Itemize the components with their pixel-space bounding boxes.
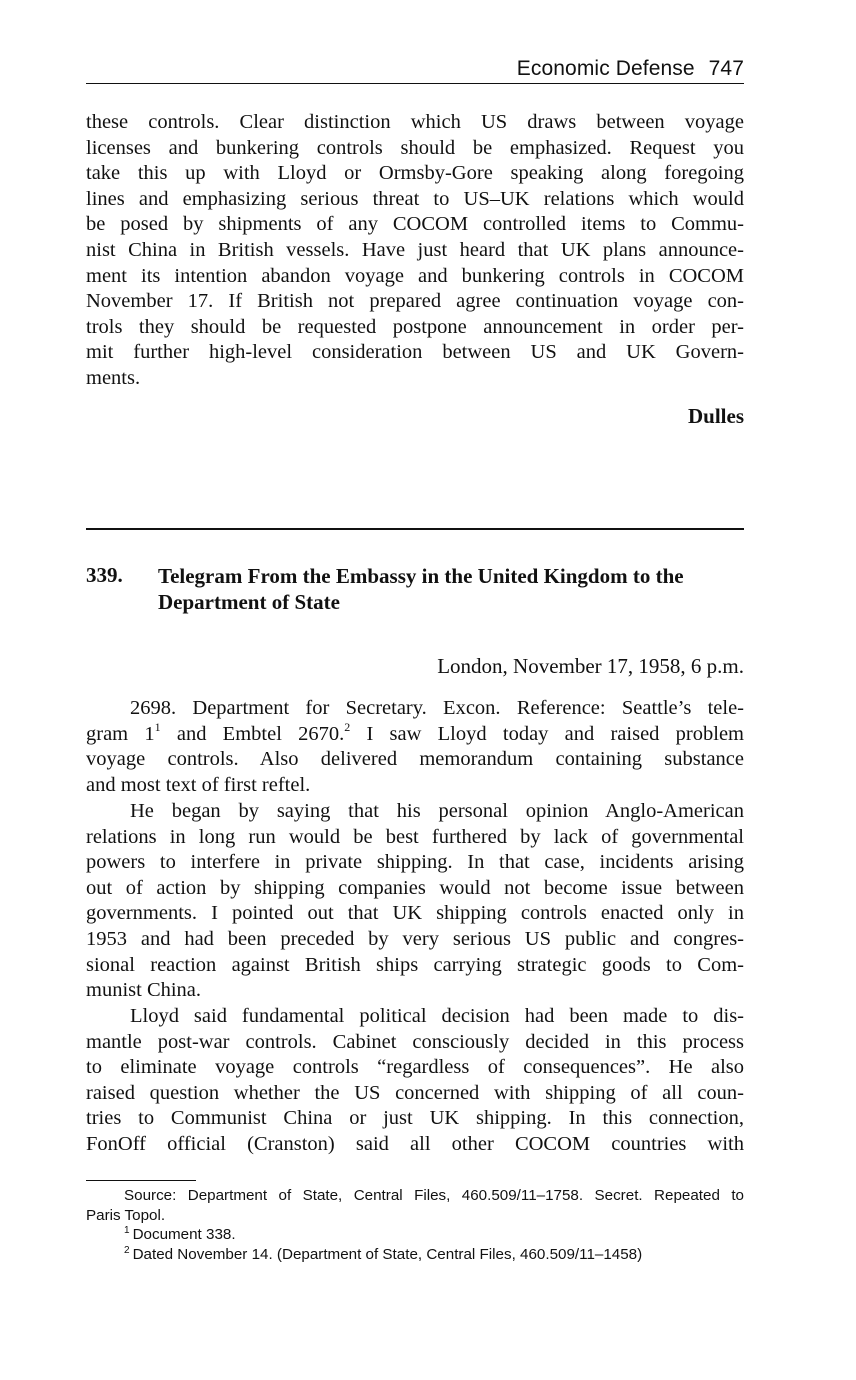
text-run: gram 1 xyxy=(86,722,155,745)
document-title xyxy=(158,563,748,615)
text-line: out of action by shipping companies would not become issue between xyxy=(86,876,744,899)
page-number: 747 xyxy=(708,57,744,80)
document-title-line: Telegram From the Embassy in the United Kingdom to the xyxy=(158,564,684,588)
footnote-source: Source: Department of State, Central Files, 460.509/11–1758. Secret. Repeated to xyxy=(124,1187,744,1204)
text-line: tries to Communist China or just UK shipping. In this connection, xyxy=(86,1107,744,1130)
text-line: He began by saying that his personal opinion Anglo-American xyxy=(130,800,744,822)
text-line: raised question whether the US concerned with shipping of all coun- xyxy=(86,1081,744,1104)
running-title: Economic Defense xyxy=(516,57,695,80)
paragraph-1 xyxy=(86,696,744,798)
footnote-divider xyxy=(86,1180,196,1181)
footnote-ref-2: 2 xyxy=(344,719,351,734)
text-line: licenses and bunkering controls should be emphasized. Request you xyxy=(86,136,744,159)
text-line: to eliminate voyage controls “regardless of consequences”. He also xyxy=(86,1056,744,1079)
text-line xyxy=(86,719,744,748)
text-line: 2698. Department for Secretary. Excon. Reference: Seattle’s tele- xyxy=(130,697,744,719)
running-header xyxy=(86,56,744,84)
dateline: London, November 17, 1958, 6 p.m. xyxy=(437,654,744,678)
text-line: ment its intention abandon voyage and bunkering controls in COCOM xyxy=(86,264,744,287)
header-text xyxy=(517,56,744,82)
text-line: sional reaction against British ships carrying strategic goods to Com- xyxy=(86,953,744,976)
text-line: be posed by shipments of any COCOM controlled items to Commu- xyxy=(86,213,744,236)
text-line: take this up with Lloyd or Ormsby-Gore speaking along foregoing xyxy=(86,162,744,185)
text-line: nist China in British vessels. Have just heard that UK plans announce- xyxy=(86,238,744,261)
footnote-ref-1: 1 xyxy=(154,719,161,734)
text-line: FonOff official (Cranston) said all other COCOM countries with xyxy=(86,1132,744,1155)
text-line: trols they should be requested postpone announcement in order per- xyxy=(86,315,744,338)
text-line: and most text of first reftel. xyxy=(86,773,311,796)
paragraph-3 xyxy=(86,1004,744,1158)
footnote-text: Dated November 14. (Department of State, Central Files, 460.509/11–1458) xyxy=(132,1245,643,1263)
section-divider xyxy=(86,528,744,530)
footnote-text: Document 338. xyxy=(132,1226,236,1244)
footnote-mark: 1 xyxy=(124,1225,130,1237)
continuation-paragraph xyxy=(86,110,744,392)
text-line: governments. I pointed out that UK shipping controls enacted only in xyxy=(86,902,744,925)
text-line: mantle post-war controls. Cabinet consciously decided in this process xyxy=(86,1030,744,1053)
text-line: relations in long run would be best furthered by lack of governmental xyxy=(86,825,744,848)
footnotes xyxy=(86,1186,744,1264)
text-run: I saw Lloyd today and raised problem xyxy=(350,722,744,745)
text-line: munist China. xyxy=(86,979,202,1002)
footnote-2 xyxy=(86,1245,744,1265)
document-number: 339. xyxy=(86,563,123,587)
text-line: these controls. Clear distinction which US draws between voyage xyxy=(86,111,744,133)
footnote-mark: 2 xyxy=(124,1244,130,1256)
text-line: November 17. If British not prepared agree continuation voyage con- xyxy=(86,290,744,313)
text-line: powers to interfere in private shipping. In that case, incidents arising xyxy=(86,851,744,874)
text-line: lines and emphasizing serious threat to US–UK relations which would xyxy=(86,187,744,210)
footnote-source-cont: Paris Topol. xyxy=(86,1206,166,1224)
text-line: 1953 and had been preceded by very serious US public and congres- xyxy=(86,927,744,950)
text-line: voyage controls. Also delivered memorandum containing substance xyxy=(86,748,744,771)
text-line: mit further high-level consideration between US and UK Govern- xyxy=(86,341,744,364)
text-run: and Embtel 2670. xyxy=(160,722,345,745)
paragraph-2 xyxy=(86,799,744,1004)
signature: Dulles xyxy=(687,404,744,428)
text-line: Lloyd said fundamental political decision had been made to dis- xyxy=(130,1005,744,1027)
footnote-1 xyxy=(86,1225,744,1245)
text-line: ments. xyxy=(86,366,141,389)
document-title-line: Department of State xyxy=(158,590,340,614)
